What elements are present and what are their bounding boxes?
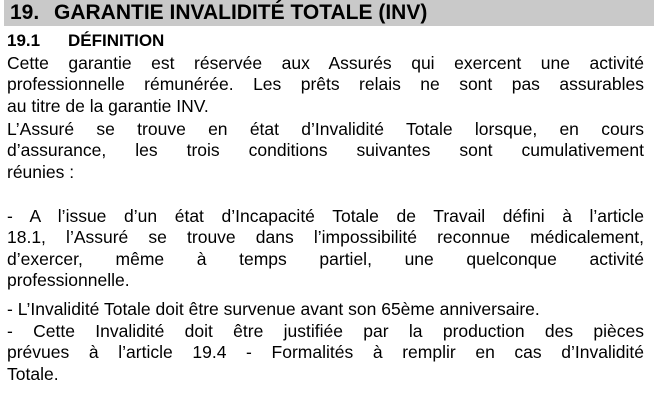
- text-line: Cette garantie est réservée aux Assurés qui exercent une activité: [7, 53, 644, 73]
- text-line: L’Assuré se trouve en état d’Invalidité Totale lorsque, en cours: [7, 119, 644, 139]
- condition-item-3: [7, 321, 644, 385]
- subsection-heading: [7, 31, 164, 51]
- subsection-title: DÉFINITION: [68, 31, 165, 50]
- text-line: réunies :: [7, 161, 75, 182]
- text-line: professionnelle rémunérée. Les prêts relais ne sont pas assurables: [7, 74, 644, 95]
- text-line: professionnelle.: [7, 270, 130, 291]
- condition-item-1: [7, 206, 644, 292]
- condition-item-2: [7, 299, 644, 320]
- text-line: prévues à l’article 19.4 - Formalités à remplir en cas d’Invalidité: [7, 342, 644, 363]
- text-line: Totale.: [7, 363, 59, 384]
- paragraph-eligibility: [7, 53, 644, 117]
- section-title: GARANTIE INVALIDITÉ TOTALE (INV): [54, 1, 428, 24]
- subsection-number: 19.1: [7, 31, 41, 50]
- text-line: 18.1, l’Assuré se trouve dans l’impossibilité reconnue médicalement,: [7, 227, 644, 248]
- text-line: d’exercer, même à temps partiel, une quelconque activité: [7, 248, 644, 269]
- text-line: - A l’issue d’un état d’Incapacité Totale de Travail défini à l’article: [7, 206, 644, 226]
- text-line: au titre de la garantie INV.: [7, 95, 209, 116]
- text-line: d’assurance, les trois conditions suivantes sont cumulativement: [7, 140, 644, 161]
- paragraph-conditions-intro: [7, 119, 644, 183]
- section-number: 19.: [10, 1, 40, 24]
- text-line: - L’Invalidité Totale doit être survenue avant son 65ème anniversaire.: [7, 299, 540, 319]
- section-heading: [4, 0, 654, 26]
- text-line: - Cette Invalidité doit être justifiée par la production des pièces: [7, 321, 644, 341]
